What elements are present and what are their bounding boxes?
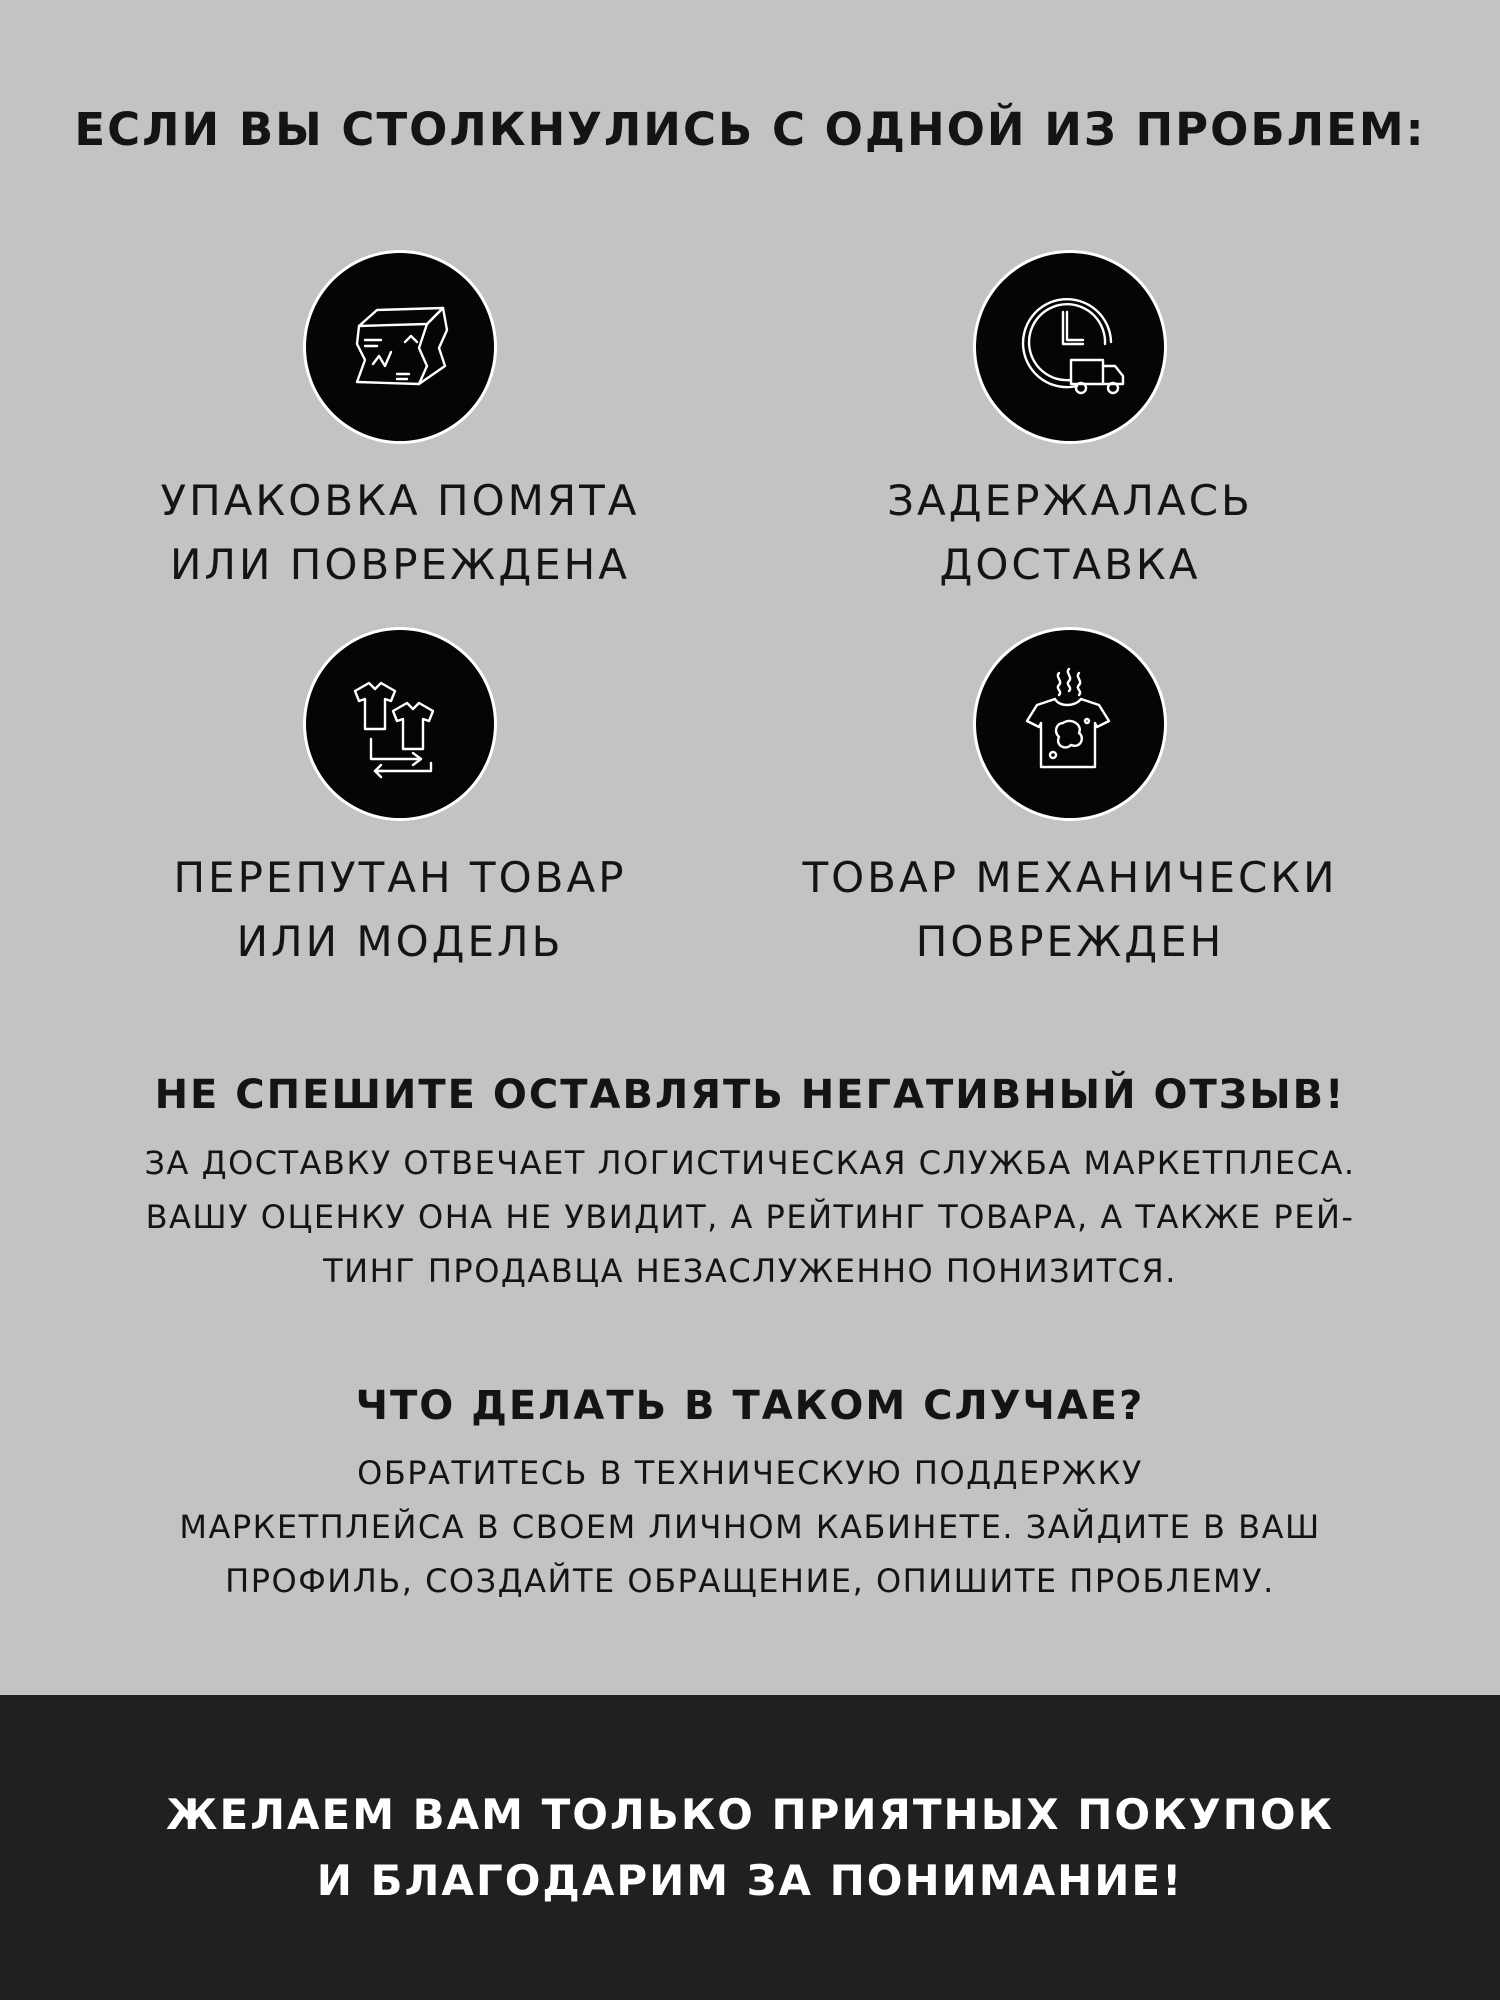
swapped-shirts-icon bbox=[306, 630, 494, 818]
problem-delayed-delivery bbox=[740, 253, 1400, 597]
problem-mechanical-damage bbox=[740, 630, 1400, 974]
page-headline: ЕСЛИ ВЫ СТОЛКНУЛИСЬ С ОДНОЙ ИЗ ПРОБЛЕМ: bbox=[74, 103, 1426, 156]
advice-text bbox=[0, 1446, 1500, 1608]
footer-message bbox=[0, 1782, 1500, 1914]
problem-label-line: УПАКОВКА ПОМЯТА bbox=[160, 476, 640, 525]
damaged-box-icon bbox=[306, 253, 494, 441]
footer-message-line: И БЛАГОДАРИМ ЗА ПОНИМАНИЕ! bbox=[316, 1856, 1184, 1905]
problem-damaged-packaging bbox=[70, 253, 730, 597]
problem-label bbox=[70, 846, 730, 974]
advice-text-line: ОБРАТИТЕСЬ В ТЕХНИЧЕСКУЮ ПОДДЕРЖКУ bbox=[357, 1454, 1143, 1492]
problem-label-line: ПОВРЕЖДЕН bbox=[915, 917, 1225, 966]
problem-label-line: ЗАДЕРЖАЛАСЬ bbox=[887, 476, 1253, 525]
warning-text-line: ТИНГ ПРОДАВЦА НЕЗАСЛУЖЕННО ПОНИЗИТСЯ. bbox=[323, 1252, 1177, 1290]
problem-label bbox=[70, 469, 730, 597]
problem-label-line: ПЕРЕПУТАН ТОВАР bbox=[173, 853, 627, 902]
advice-text-line: МАРКЕТПЛЕЙСА В СВОЕМ ЛИЧНОМ КАБИНЕТЕ. ЗАЙДИТЕ В ВАШ bbox=[179, 1508, 1321, 1546]
advice-title: ЧТО ДЕЛАТЬ В ТАКОМ СЛУЧАЕ? bbox=[355, 1383, 1145, 1429]
problem-label bbox=[740, 469, 1400, 597]
footer-message-line: ЖЕЛАЕМ ВАМ ТОЛЬКО ПРИЯТНЫХ ПОКУПОК bbox=[166, 1790, 1334, 1839]
warning-text-line: ВАШУ ОЦЕНКУ ОНА НЕ УВИДИТ, А РЕЙТИНГ ТОВАРА, А ТАКЖЕ РЕЙ- bbox=[145, 1198, 1355, 1236]
problem-label bbox=[740, 846, 1400, 974]
problem-label-line: ДОСТАВКА bbox=[939, 540, 1201, 589]
problem-wrong-item bbox=[70, 630, 730, 974]
problem-label-line: ИЛИ ПОВРЕЖДЕНА bbox=[170, 540, 630, 589]
warning-text bbox=[0, 1136, 1500, 1298]
footer-banner bbox=[0, 1695, 1500, 2000]
problem-label-line: ТОВАР МЕХАНИЧЕСКИ bbox=[802, 853, 1338, 902]
warning-title: НЕ СПЕШИТЕ ОСТАВЛЯТЬ НЕГАТИВНЫЙ ОТЗЫВ! bbox=[154, 1072, 1346, 1118]
clock-truck-icon bbox=[976, 253, 1164, 441]
problem-label-line: ИЛИ МОДЕЛЬ bbox=[236, 917, 564, 966]
stained-shirt-icon bbox=[976, 630, 1164, 818]
warning-text-line: ЗА ДОСТАВКУ ОТВЕЧАЕТ ЛОГИСТИЧЕСКАЯ СЛУЖБА МАРКЕТПЛЕСА. bbox=[144, 1144, 1356, 1182]
advice-text-line: ПРОФИЛЬ, СОЗДАЙТЕ ОБРАЩЕНИЕ, ОПИШИТЕ ПРОБЛЕМУ. bbox=[225, 1562, 1275, 1600]
